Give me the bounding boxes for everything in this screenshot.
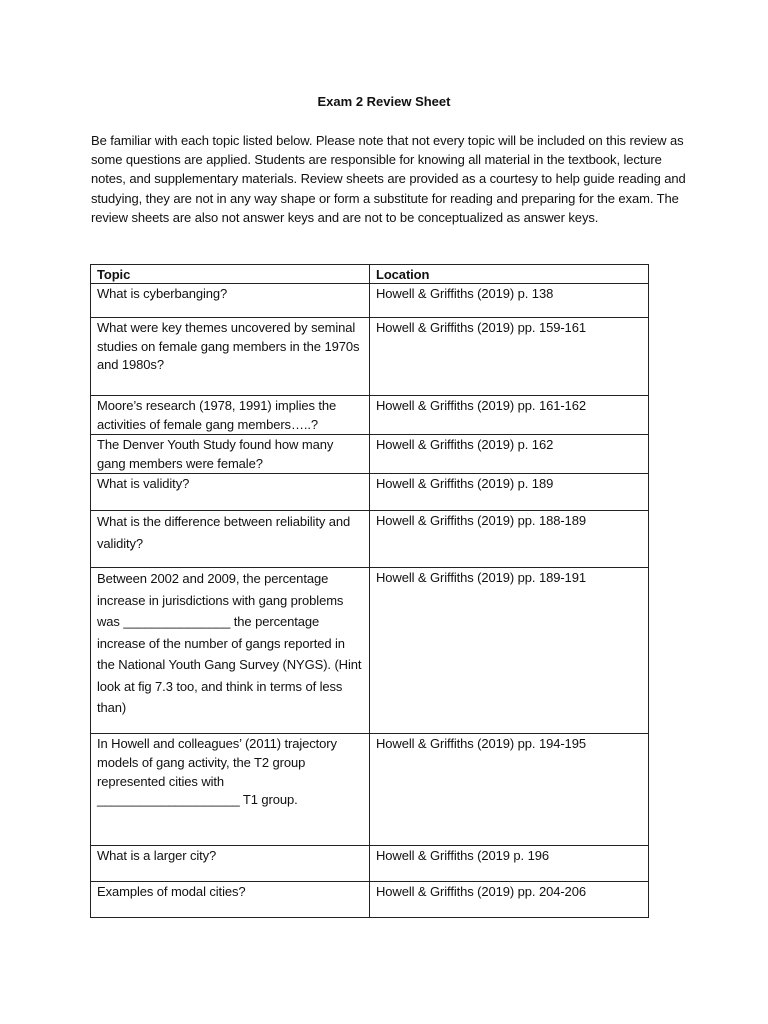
topic-cell: Between 2002 and 2009, the percentage increase in jurisdictions with gang problems was _______________ the percentage increase of the number of gangs reported in the National Youth Gang Survey (NYGS). (Hint look at fig 7.3 too, and think in terms of less than) xyxy=(91,568,370,734)
topic-cell: Examples of modal cities? xyxy=(91,882,370,918)
location-cell: Howell & Griffiths (2019) p. 162 xyxy=(370,435,649,474)
table-row xyxy=(91,284,649,318)
page-title: Exam 2 Review Sheet xyxy=(317,94,451,109)
topic-cell: What is cyberbanging? xyxy=(91,284,370,318)
topic-cell: What is validity? xyxy=(91,474,370,511)
table-row xyxy=(91,511,649,568)
location-cell: Howell & Griffiths (2019) pp. 194-195 xyxy=(370,734,649,846)
location-cell: Howell & Griffiths (2019) p. 189 xyxy=(370,474,649,511)
topic-cell: In Howell and colleagues’ (2011) trajectory models of gang activity, the T2 group represented cities with ____________________ T1 group. xyxy=(91,734,370,846)
table-row xyxy=(91,568,649,734)
header-topic: Topic xyxy=(91,265,370,284)
table-row xyxy=(91,882,649,918)
table-row xyxy=(91,318,649,396)
table-header-row xyxy=(91,265,649,284)
header-location: Location xyxy=(370,265,649,284)
table-row xyxy=(91,846,649,882)
table-row xyxy=(91,734,649,846)
table-row xyxy=(91,396,649,435)
topic-cell: What is the difference between reliability and validity? xyxy=(91,511,370,568)
table-row xyxy=(91,474,649,511)
location-cell: Howell & Griffiths (2019) pp. 188-189 xyxy=(370,511,649,568)
topic-cell: The Denver Youth Study found how many gang members were female? xyxy=(91,435,370,474)
topic-cell: What is a larger city? xyxy=(91,846,370,882)
intro-paragraph: Be familiar with each topic listed below. Please note that not every topic will be included on this review as some questions are applied. Students are responsible for knowing all material in the textbook, lecture notes, and supplementary materials. Review sheets are provided as a courtesy to help guide reading and studying, they are not in any way shape or form a substitute for reading and preparing for the exam. The review sheets are also not answer keys and are not to be conceptualized as answer keys. xyxy=(91,133,686,225)
location-cell: Howell & Griffiths (2019) p. 138 xyxy=(370,284,649,318)
location-cell: Howell & Griffiths (2019) pp. 159-161 xyxy=(370,318,649,396)
topic-cell: Moore’s research (1978, 1991) implies the activities of female gang members…..? xyxy=(91,396,370,435)
topic-cell: What were key themes uncovered by seminal studies on female gang members in the 1970s and 1980s? xyxy=(91,318,370,396)
table-row xyxy=(91,435,649,474)
location-cell: Howell & Griffiths (2019 p. 196 xyxy=(370,846,649,882)
location-cell: Howell & Griffiths (2019) pp. 204-206 xyxy=(370,882,649,918)
location-cell: Howell & Griffiths (2019) pp. 189-191 xyxy=(370,568,649,734)
review-table xyxy=(90,264,649,918)
location-cell: Howell & Griffiths (2019) pp. 161-162 xyxy=(370,396,649,435)
